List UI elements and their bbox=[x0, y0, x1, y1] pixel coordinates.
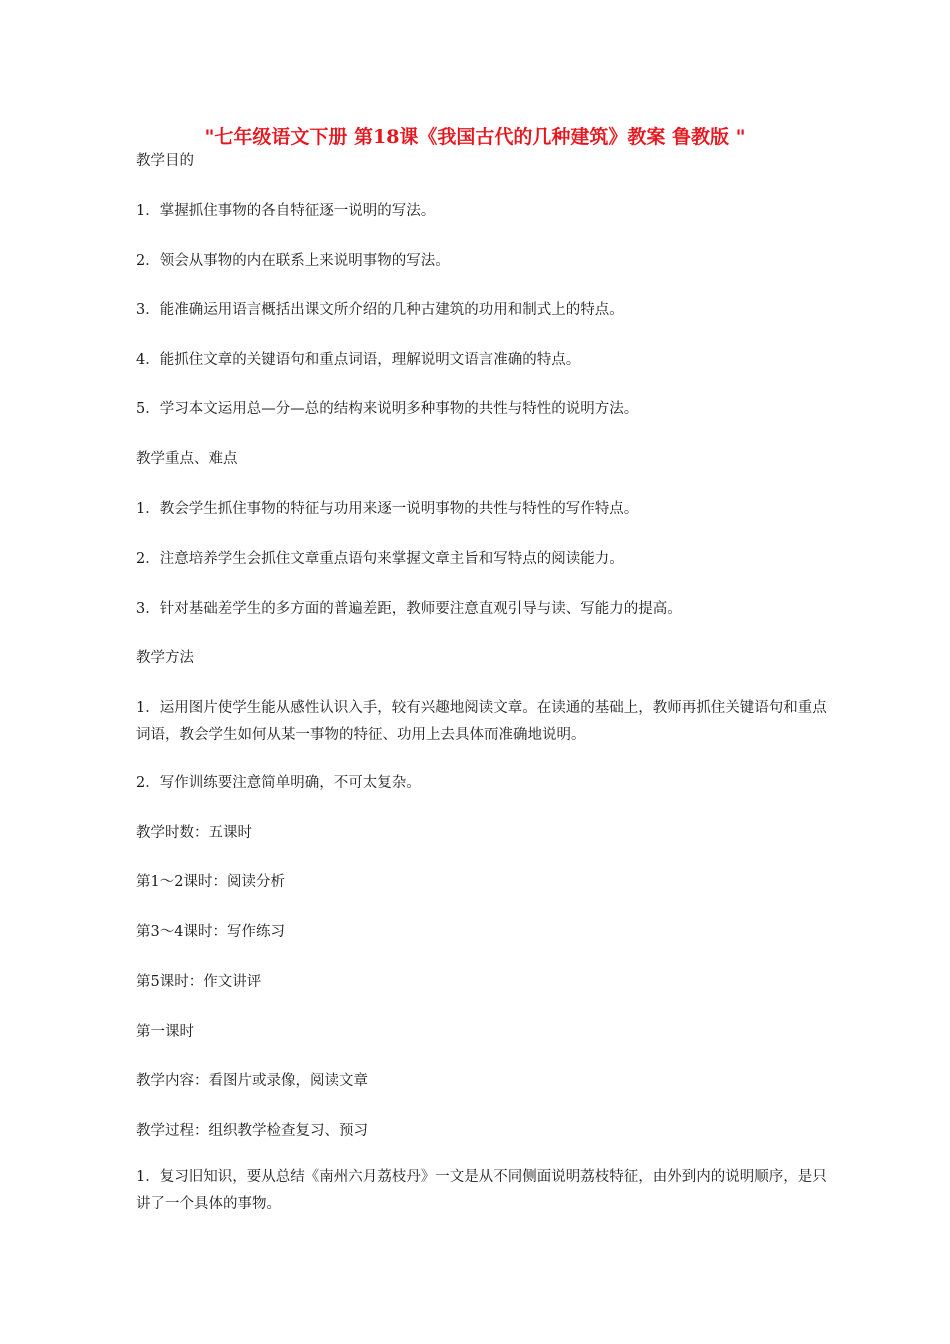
objective-item: 5．学习本文运用总—分—总的结构来说明多种事物的共性与特性的说明方法。 bbox=[136, 401, 639, 417]
key-point-item: 3．针对基础差学生的多方面的普遍差距，教师要注意直观引导与读、写能力的提高。 bbox=[136, 601, 682, 617]
objective-item: 4．能抓住文章的关键语句和重点词语，理解说明文语言准确的特点。 bbox=[136, 352, 581, 368]
objective-item: 1．掌握抓住事物的各自特征逐一说明的写法。 bbox=[136, 203, 436, 219]
section-heading-methods: 教学方法 bbox=[136, 650, 194, 666]
objective-item: 2．领会从事物的内在联系上来说明事物的写法。 bbox=[136, 253, 450, 269]
method-item: 2．写作训练要注意简单明确，不可太复杂。 bbox=[136, 775, 421, 791]
schedule-item: 第1～2课时：阅读分析 bbox=[136, 874, 285, 890]
lesson-process: 教学过程：组织教学检查复习、预习 bbox=[136, 1123, 368, 1139]
lesson-heading: 第一课时 bbox=[136, 1024, 194, 1040]
key-point-item: 1．教会学生抓住事物的特征与功用来逐一说明事物的共性与特性的写作特点。 bbox=[136, 501, 639, 517]
schedule-item: 第5课时：作文讲评 bbox=[136, 974, 262, 990]
section-heading-key-points: 教学重点、难点 bbox=[136, 451, 238, 467]
schedule-item: 第3～4课时：写作练习 bbox=[136, 924, 285, 940]
schedule-item: 教学时数：五课时 bbox=[136, 825, 252, 841]
key-point-item: 2．注意培养学生会抓住文章重点语句来掌握文章主旨和写特点的阅读能力。 bbox=[136, 551, 624, 567]
lesson-step: 1．复习旧知识，要从总结《南州六月荔枝丹》一文是从不同侧面说明荔枝特征，由外到内的说明顺序，是只讲了一个具体的事物。 bbox=[136, 1169, 827, 1212]
section-heading-objectives: 教学目的 bbox=[136, 153, 194, 169]
objective-item: 3．能准确运用语言概括出课文所介绍的几种古建筑的功用和制式上的特点。 bbox=[136, 302, 624, 318]
lesson-content: 教学内容：看图片或录像，阅读文章 bbox=[136, 1073, 368, 1089]
document-title: "七年级语文下册 第18课《我国古代的几种建筑》教案 鲁教版 " bbox=[204, 126, 746, 148]
method-item: 1．运用图片使学生能从感性认识入手，较有兴趣地阅读文章。在读通的基础上，教师再抓住关键语句和重点词语，教会学生如何从某一事物的特征、功用上去具体而准确地说明。 bbox=[136, 700, 827, 743]
